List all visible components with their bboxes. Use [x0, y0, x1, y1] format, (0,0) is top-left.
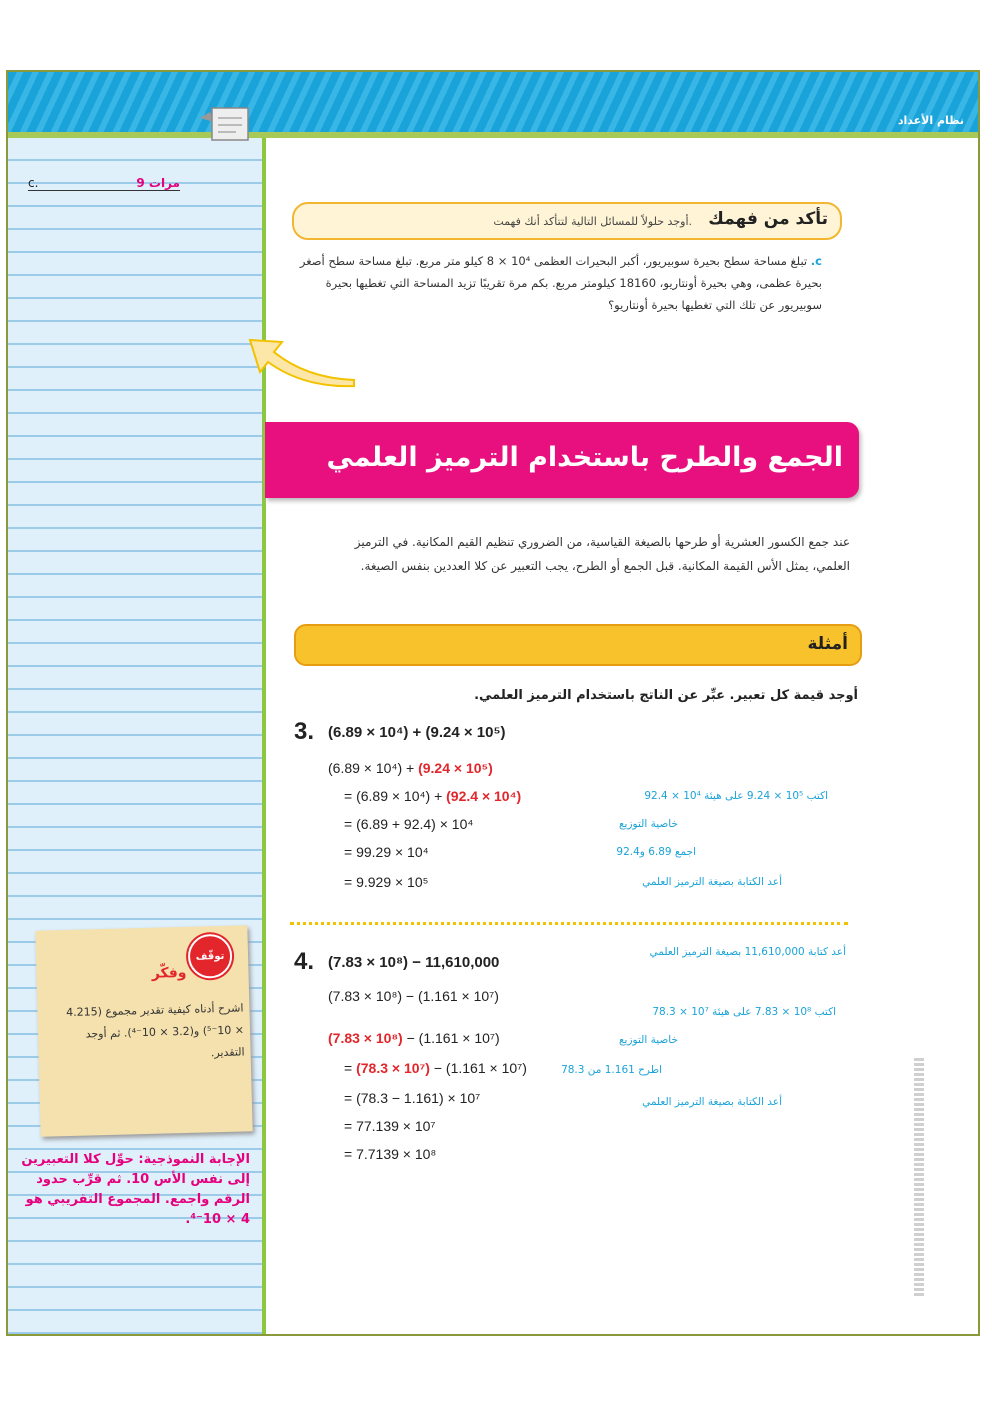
copyright-strip [914, 1058, 924, 1298]
ex4-note-3: خاصية التوزيع [618, 1034, 678, 1046]
example-3-number: 3. [294, 718, 315, 745]
think-text: اشرح أدناه كيفية تقدير مجموع (4.215 × 10⁻⁵) و(3.2 × 10⁻⁴). ثم أوجد التقدير. [65, 1001, 245, 1060]
section-intro: عند جمع الكسور العشرية أو طرحها بالصيغة القياسية، من الضروري تنظيم القيم المكانية. في الترميز العلمي، يمثل الأس القيمة المكانية. قبل الجمع أو الطرح، يجب التعبير عن كلا العددين بنفس الصيغة. [354, 535, 850, 573]
examples-instruction: أوجد قيمة كل تعبير. عبِّر عن الناتج باستخدام الترميز العلمي. [474, 688, 858, 703]
ex3-note-5: أعد الكتابة بصيغة الترميز العلمي [642, 876, 782, 888]
ex4-step-4: = (78.3 − 1.161) × 10⁷ [344, 1090, 481, 1106]
ex3-note-2: اكتب 10⁵ × 9.24 على هيئة 10⁴ × 92.4 [644, 790, 828, 802]
problem-text: تبلغ مساحة سطح بحيرة سوبيريور، أكبر البحيرات العظمى 10⁴ × 8 كيلو متر مربع. تبلغ مساحة سطح أصغر بحيرة عظمى، وهي بحيرة أونتاريو، 18160 كيلومتر مربع. بكم مرة تقريبًا تزيد المساحة التي تغطيها بحيرة سوبيريور عن تلك التي تغطيها بحيرة أونتاريو؟ [299, 254, 822, 312]
chapter-label: نظام الأعداد [897, 114, 964, 127]
example-4-number: 4. [294, 948, 315, 975]
ex3-step-4: = 99.29 × 10⁴ [344, 844, 429, 860]
examples-bar [294, 624, 862, 666]
ex4-note-2: اكتب 10⁸ × 7.83 على هيئة 10⁷ × 78.3 [652, 1006, 836, 1018]
ex3-step-5: = 9.929 × 10⁵ [344, 874, 429, 890]
ex4-step-3 [344, 1060, 527, 1076]
think-title: وفكّر [151, 964, 187, 982]
ex3-step-2-a: = (6.89 × 10⁴) + [344, 788, 447, 804]
check-instruction: أوجد حلولاً للمسائل التالية لتتأكد أنك فهمت. [493, 215, 692, 228]
stop-and-think-card [35, 925, 252, 1136]
check-title: تأكد من فهمك [708, 209, 828, 229]
arrow-icon [246, 332, 356, 388]
ex4-step-3-a: = [344, 1060, 357, 1076]
ex4-note-4: اطرح 1.161 من 78.3 [561, 1064, 662, 1076]
ex4-step-5: = 77.139 × 10⁷ [344, 1118, 436, 1134]
section-title: الجمع والطرح باستخدام الترميز العلمي [326, 442, 843, 473]
header-banner [8, 72, 978, 132]
ex4-step-3-b: (78.3 × 10⁷) [356, 1060, 430, 1076]
problem-letter: c. [810, 254, 822, 268]
stop-badge-label: توقّف [195, 950, 225, 963]
ex4-step-1: (7.83 × 10⁸) − (1.161 × 10⁷) [328, 988, 499, 1004]
examples-divider [290, 922, 848, 925]
answer-c [28, 176, 180, 191]
check-understanding-box [292, 202, 842, 240]
ex3-note-3: خاصية التوزيع [618, 818, 678, 830]
example-4-problem: (7.83 × 10⁸) − 11,610,000 [328, 954, 500, 971]
ex3-step-2-b: (92.4 × 10⁴) [446, 788, 522, 804]
ex4-step-3-c: − (1.161 × 10⁷) [429, 1060, 527, 1076]
ex3-step-1-b: (9.24 × 10⁵) [418, 760, 493, 776]
ex4-step-2 [328, 1030, 500, 1046]
ex3-step-1-a: (6.89 × 10⁴) + [328, 760, 419, 776]
section-title-bar [265, 422, 859, 498]
ex4-problem-note: أعد كتابة 11,610,000 بصيغة الترميز العلمي [649, 946, 846, 958]
examples-title: أمثلة [807, 634, 848, 654]
ex3-step-2 [344, 788, 521, 804]
example-3-problem: (6.89 × 10⁴) + (9.24 × 10⁵) [328, 724, 506, 741]
ex4-step-2-c: − (1.161 × 10⁷) [402, 1030, 500, 1046]
ex3-step-1 [328, 760, 493, 776]
answer-letter: c. [28, 176, 39, 190]
ex4-step-6: = 7.7139 × 10⁸ [344, 1146, 437, 1162]
stop-sign-icon [187, 934, 232, 979]
ex4-note-5: أعد الكتابة بصيغة الترميز العلمي [642, 1096, 782, 1108]
ex3-step-3: = (6.89 + 92.4) × 10⁴ [344, 816, 474, 832]
notebook-icon [196, 104, 252, 144]
ex3-note-4: اجمع 6.89 و92.4 [616, 846, 696, 858]
model-answer: الإجابة النموذجية: حوِّل كلا التعبيرين إلى نفس الأس 10. ثم قرِّب حدود الرقم واجمع. المجموع التقريبي هو 4 × 10⁻⁴. [21, 1152, 250, 1227]
problem-c [296, 250, 822, 316]
ex4-step-2-b: (7.83 × 10⁸) [328, 1030, 403, 1046]
answer-value: 9 مرات [136, 176, 180, 190]
